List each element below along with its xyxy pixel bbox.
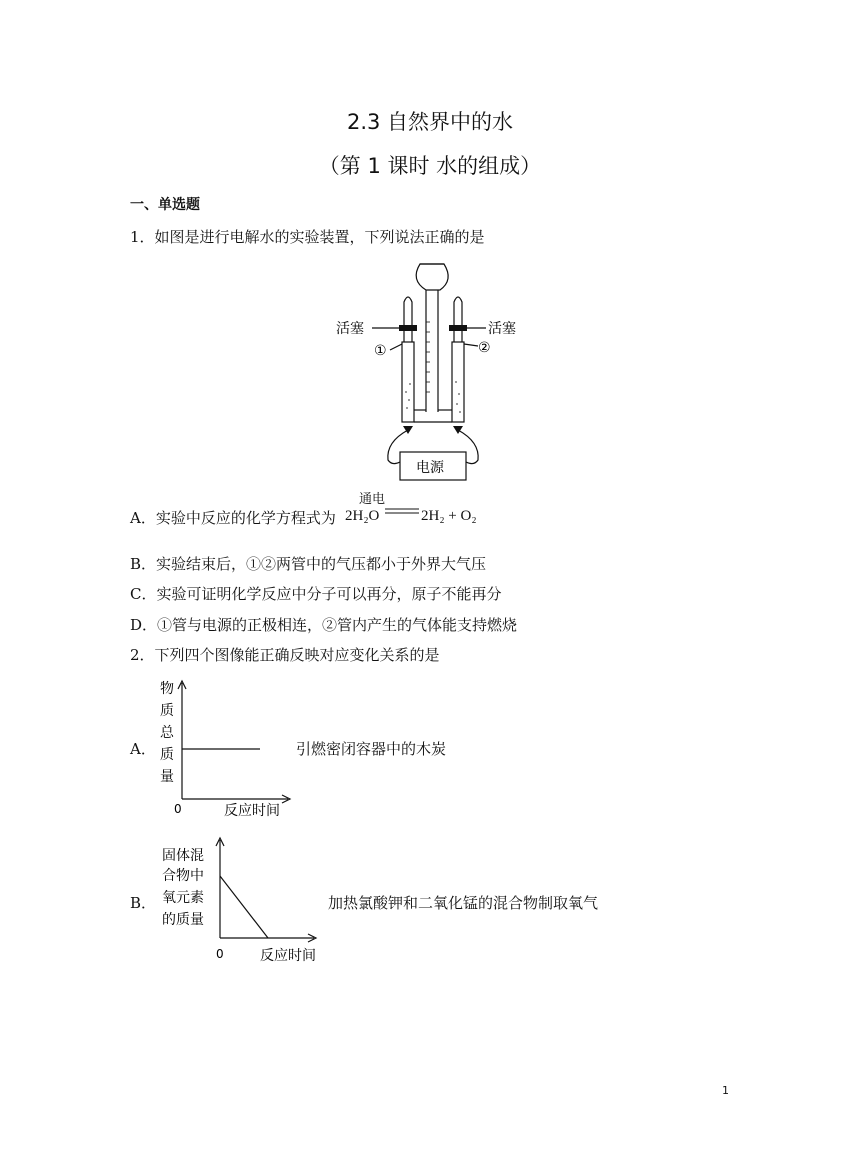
power-supply-label: 电源 [416, 460, 444, 476]
q2-option-a-description: 引燃密闭容器中的木炭 [296, 740, 447, 758]
y-label-line-2: 合物中 [162, 868, 204, 884]
tube-2-label: ② [478, 340, 491, 356]
electrolysis-apparatus-figure [330, 252, 530, 484]
page-number: 1 [722, 1084, 729, 1097]
y-label-char-3: 总 [160, 725, 174, 741]
equation-reactant: 2H₂O [345, 508, 380, 524]
option-c-text: C．实验可证明化学反应中分子可以再分，原子不能再分 [130, 585, 502, 603]
equation-products: 2H₂ + O₂ [421, 508, 477, 524]
left-valve-label: 活塞 [336, 321, 364, 337]
tube-1-label: ① [374, 343, 387, 359]
decreasing-mass-line [220, 876, 268, 938]
x-axis-label: 反应时间 [224, 803, 280, 819]
y-label-char-5: 量 [160, 769, 174, 785]
x-axis-label: 反应时间 [260, 948, 316, 964]
page-subtitle: （第 1 课时 水的组成） [318, 154, 542, 178]
page-title: 2.3 自然界中的水 [346, 110, 514, 134]
q2-option-a-graph [150, 675, 300, 820]
option-d-text: D．①管与电源的正极相连，②管内产生的气体能支持燃烧 [130, 616, 518, 634]
y-label-char-4: 质 [160, 747, 174, 763]
option-a-text: A．实验中反应的化学方程式为 [130, 509, 336, 527]
q2-option-b-graph [150, 834, 335, 969]
y-label-char-1: 物 [160, 681, 174, 697]
y-label-line-3: 氧元素 [162, 890, 204, 906]
q2-option-a-label: A． [130, 740, 156, 758]
question-2-stem: 2．下列四个图像能正确反映对应变化关系的是 [130, 646, 440, 664]
q2-option-b-label: B． [130, 894, 157, 912]
question-1-stem: 1．如图是进行电解水的实验装置，下列说法正确的是 [130, 228, 485, 246]
equation-equals-sign [385, 506, 419, 516]
y-label-char-2: 质 [160, 703, 174, 719]
origin-label: 0 [174, 802, 182, 816]
equation-condition: 通电 [359, 492, 386, 507]
option-b-text: B．实验结束后，①②两管中的气压都小于外界大气压 [130, 555, 487, 573]
origin-label: 0 [216, 947, 224, 961]
right-valve-label: 活塞 [488, 321, 516, 337]
q2-option-b-description: 加热氯酸钾和二氧化锰的混合物制取氧气 [328, 894, 599, 912]
y-label-line-1: 固体混 [162, 848, 204, 864]
section-heading: 一、单选题 [130, 197, 200, 213]
y-label-line-4: 的质量 [162, 912, 204, 928]
